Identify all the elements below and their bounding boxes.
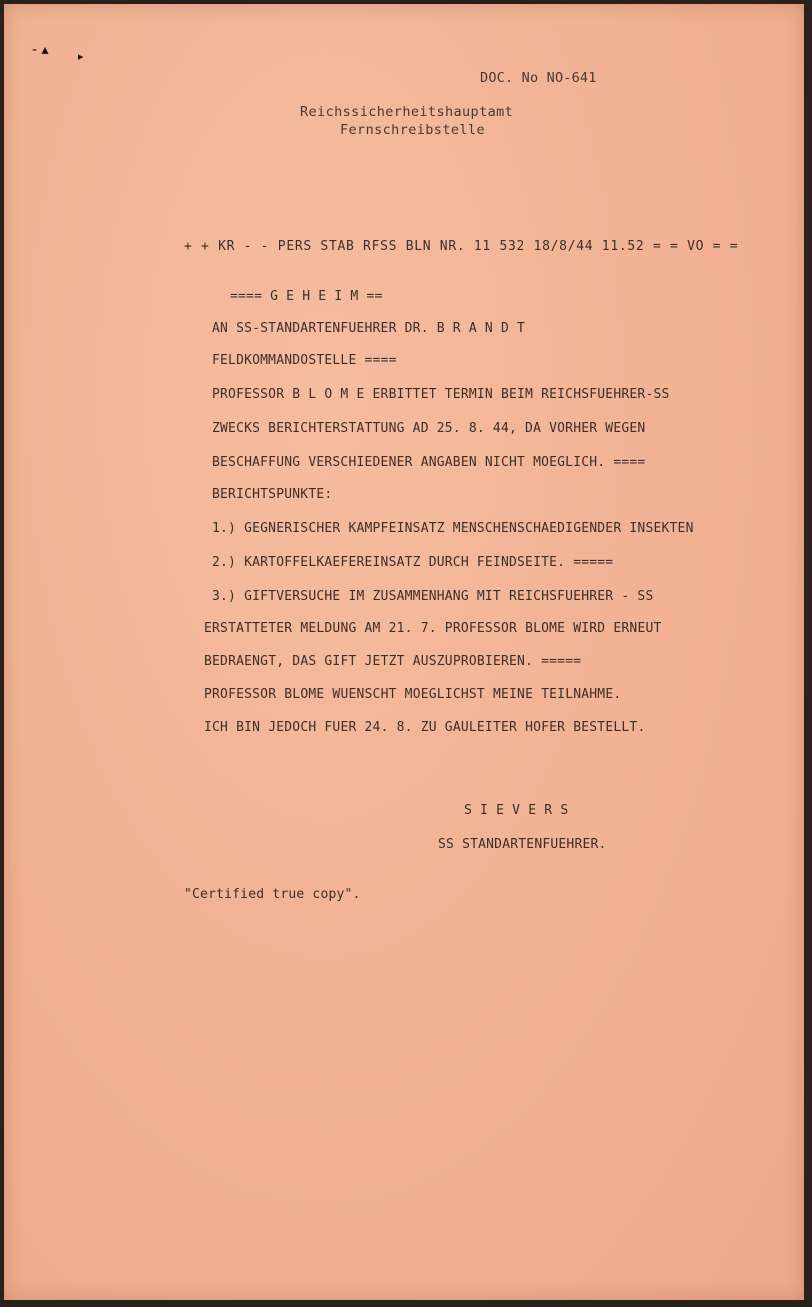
body-line: BERICHTSPUNKTE: <box>212 487 333 502</box>
continuation-line: ICH BIN JEDOCH FUER 24. 8. ZU GAULEITER HOFER BESTELLT. <box>204 720 646 735</box>
signature-rank: SS STANDARTENFUEHRER. <box>438 837 607 852</box>
office-name: Reichssicherheitshauptamt <box>300 104 514 120</box>
signature-name: S I E V E R S <box>464 803 569 818</box>
address-line: FELDKOMMANDOSTELLE ==== <box>212 353 397 368</box>
body-line: ZWECKS BERICHTERSTATTUNG AD 25. 8. 44, DA VORHER WEGEN <box>212 421 646 436</box>
body-line: PROFESSOR B L O M E ERBITTET TERMIN BEIM REICHSFUEHRER-SS <box>212 387 670 402</box>
continuation-line: BEDRAENGT, DAS GIFT JETZT AUSZUPROBIEREN. ===== <box>204 654 582 669</box>
routing-line: + + KR - - PERS STAB RFSS BLN NR. 11 532 18/8/44 11.52 = = VO = = <box>184 239 739 254</box>
address-line: AN SS-STANDARTENFUEHRER DR. B R A N D T <box>212 321 526 336</box>
point-item: 1.) GEGNERISCHER KAMPFEINSATZ MENSCHENSCHAEDIGENDER INSEKTEN <box>212 521 694 536</box>
corner-mark: - ▴ <box>32 42 49 58</box>
document-number: DOC. No NO-641 <box>480 70 597 86</box>
classification-line: ==== G E H E I M == <box>230 289 383 304</box>
corner-tick: ▸ <box>78 50 84 63</box>
paper-edge-shading <box>4 4 804 1300</box>
document-page <box>4 4 804 1300</box>
point-item: 2.) KARTOFFELKAEFEREINSATZ DURCH FEINDSEITE. ===== <box>212 555 614 570</box>
office-subunit: Fernschreibstelle <box>340 122 485 138</box>
continuation-line: ERSTATTETER MELDUNG AM 21. 7. PROFESSOR BLOME WIRD ERNEUT <box>204 621 662 636</box>
continuation-line: PROFESSOR BLOME WUENSCHT MOEGLICHST MEINE TEILNAHME. <box>204 687 622 702</box>
point-item: 3.) GIFTVERSUCHE IM ZUSAMMENHANG MIT REICHSFUEHRER - SS <box>212 589 654 604</box>
certification-note: "Certified true copy". <box>184 887 361 902</box>
body-line: BESCHAFFUNG VERSCHIEDENER ANGABEN NICHT MOEGLICH. ==== <box>212 455 646 470</box>
